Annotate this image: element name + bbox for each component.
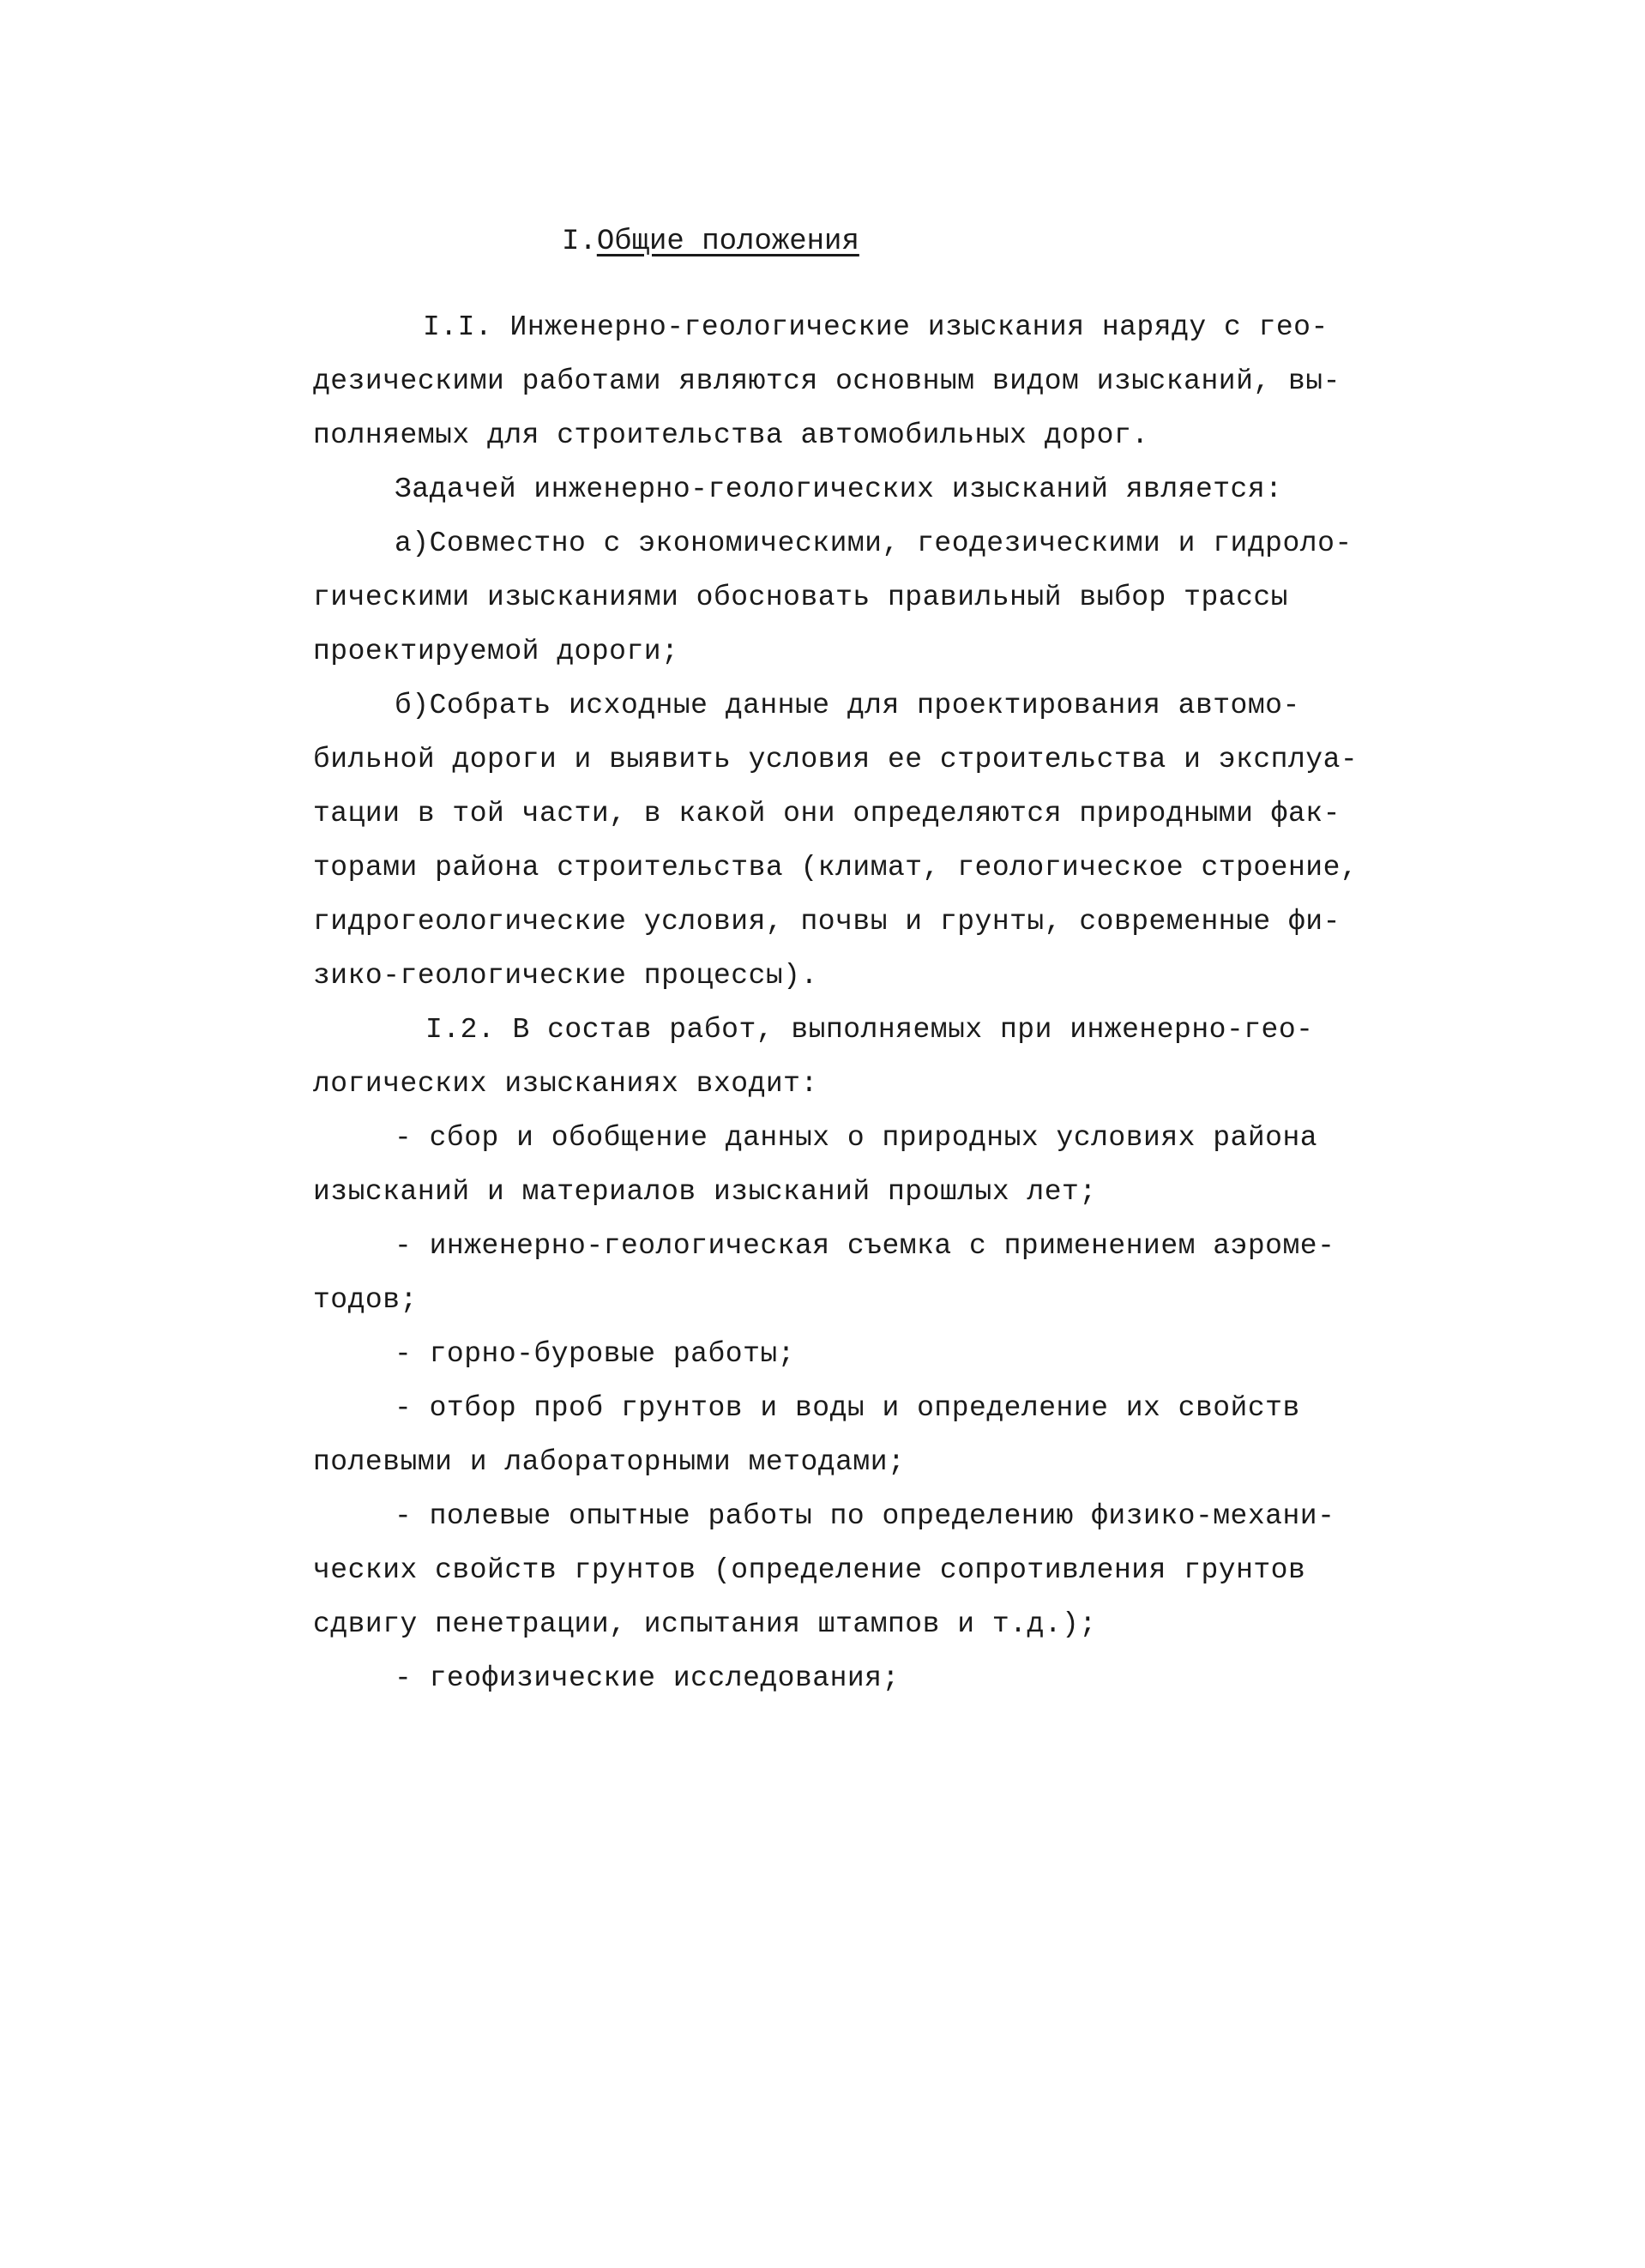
paragraph-line: I.2. В состав работ, выполняемых при инженерно-гео- [425, 1014, 1314, 1046]
paragraph-line: бильной дороги и выявить условия ее строительства и эксплуа- [313, 744, 1359, 775]
paragraph-line: дезическими работами являются основным видом изысканий, вы- [313, 365, 1341, 397]
list-item: - геофизические исследования; [395, 1662, 900, 1694]
paragraph-line: зико-геологические процессы). [313, 960, 818, 992]
list-item: - полевые опытные работы по определению физико-механи- [395, 1500, 1335, 1532]
section-heading [562, 225, 859, 259]
list-item: - отбор проб грунтов и воды и определение их свойств [395, 1392, 1300, 1424]
list-item: - инженерно-геологическая съемка с применением аэроме- [395, 1230, 1335, 1262]
paragraph-line: тации в той части, в какой они определяются природными фак- [313, 798, 1341, 829]
list-item: - сбор и обобщение данных о природных условиях района [395, 1122, 1318, 1154]
paragraph-line: I.I. Инженерно-геологические изыскания наряду с гео- [423, 311, 1329, 343]
list-item-continuation: сдвигу пенетрации, испытания штампов и т.д.); [313, 1608, 1097, 1640]
paragraph-line: гическими изысканиями обосновать правильный выбор трассы [313, 582, 1288, 613]
section-title: Общие положения [596, 226, 859, 258]
paragraph-line: Задачей инженерно-геологических изысканий является: [395, 474, 1283, 505]
paragraph-line: б)Собрать исходные данные для проектирования автомо- [395, 690, 1300, 721]
paragraph-line: полняемых для строительства автомобильных дорог. [313, 419, 1149, 451]
list-item-continuation: тодов; [313, 1284, 418, 1316]
list-item-continuation: полевыми и лабораторными методами; [313, 1446, 906, 1478]
paragraph-line: логических изысканиях входит: [313, 1068, 818, 1100]
list-item: - горно-буровые работы; [395, 1338, 795, 1370]
paragraph-line: а)Совместно с экономическими, геодезическими и гидроло- [395, 528, 1353, 559]
list-item-continuation: изысканий и материалов изысканий прошлых лет; [313, 1176, 1097, 1208]
list-item-continuation: ческих свойств грунтов (определение сопротивления грунтов [313, 1554, 1306, 1586]
paragraph-line: торами района строительства (климат, геологическое строение, [313, 852, 1359, 884]
paragraph-line: гидрогеологические условия, почвы и грунты, современные фи- [313, 906, 1341, 938]
paragraph-line: проектируемой дороги; [313, 636, 679, 667]
section-number: I. [562, 226, 597, 258]
